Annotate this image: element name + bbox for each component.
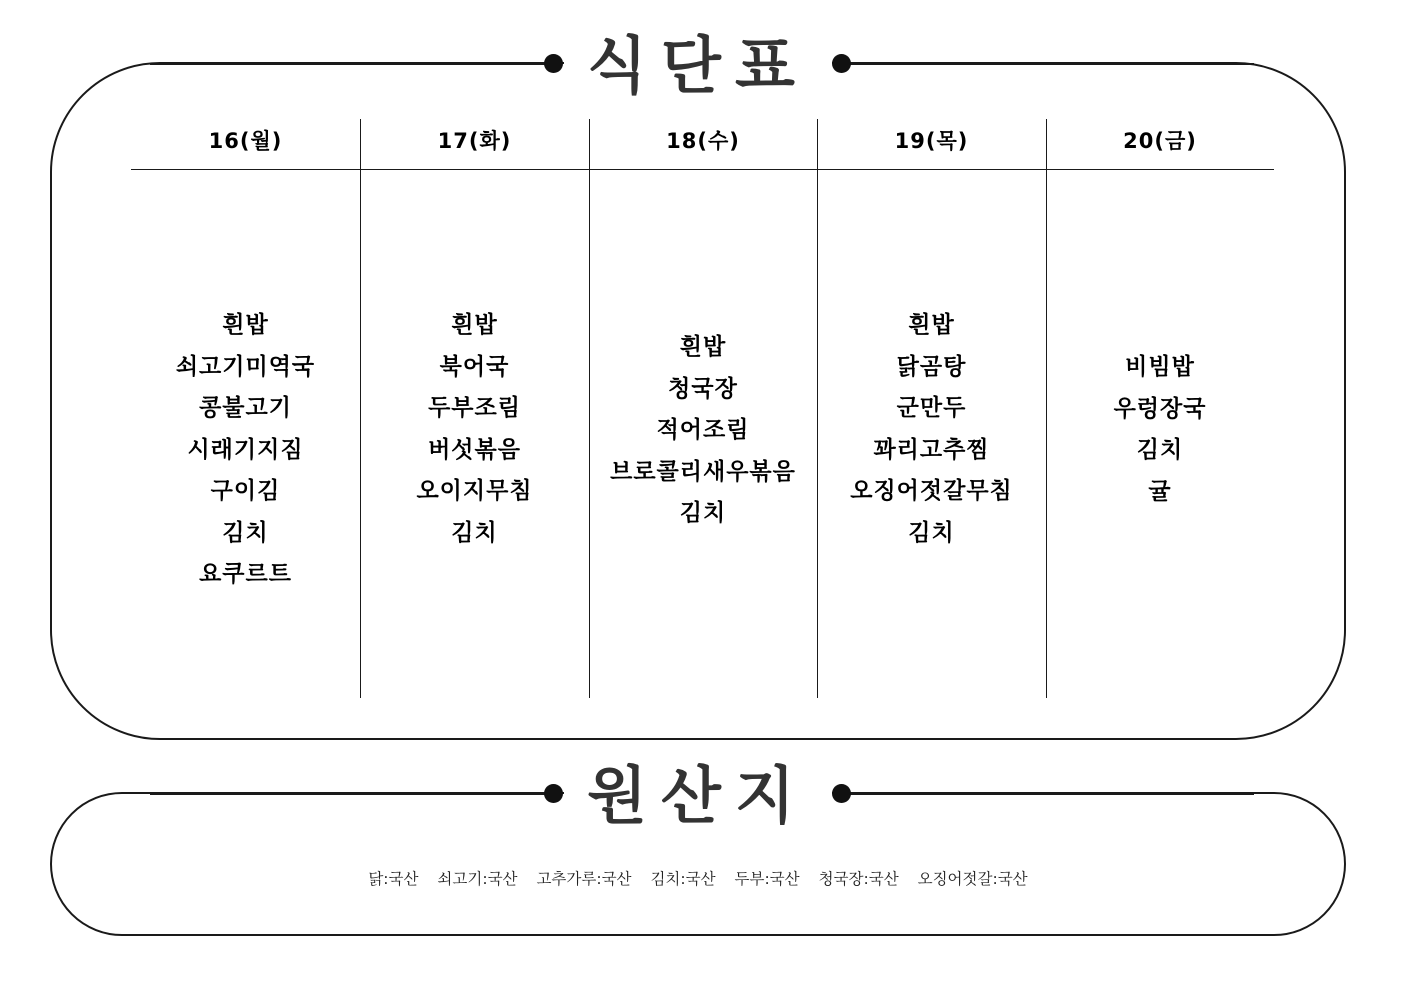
dish-item: 김치 <box>222 519 269 546</box>
day-column-fri <box>1046 119 1274 698</box>
day-header: 19(목) <box>894 129 969 153</box>
dish-item: 귤 <box>1148 478 1172 505</box>
title-dot-right <box>832 54 851 73</box>
dish-item: 흰밥 <box>908 312 955 338</box>
origin-item: 오징어젓갈:국산 <box>917 870 1028 888</box>
dish-item: 쇠고기미역국 <box>175 353 316 380</box>
dish-item: 버섯볶음 <box>428 436 521 463</box>
dish-item: 꽈리고추찜 <box>873 436 990 463</box>
dish-item: 요쿠르트 <box>199 561 292 587</box>
dish-list <box>131 305 360 596</box>
dish-item: 김치 <box>908 519 955 546</box>
day-header: 20(금) <box>1123 129 1197 153</box>
origin-item: 김치:국산 <box>650 870 716 888</box>
dish-item: 오이지무침 <box>416 478 533 504</box>
dish-item: 닭곰탕 <box>896 353 967 380</box>
menu-title: 식단표 <box>564 28 832 104</box>
title-dot-left <box>544 784 563 803</box>
dish-list <box>1046 347 1274 513</box>
title-dot-right <box>832 784 851 803</box>
dish-item: 흰밥 <box>679 334 727 360</box>
title-line-left <box>150 63 554 65</box>
dish-item: 구이김 <box>210 478 281 504</box>
dish-item: 흰밥 <box>222 312 269 338</box>
day-column-tue <box>360 119 589 698</box>
dish-item: 군만두 <box>896 395 967 421</box>
dish-item: 청국장 <box>668 375 738 402</box>
day-column-mon <box>131 119 360 698</box>
dish-item: 김치 <box>451 519 498 546</box>
dish-item: 비빔밥 <box>1125 354 1195 380</box>
origin-title-banner <box>0 754 1403 834</box>
dish-item: 두부조림 <box>428 395 521 421</box>
day-header: 18(수) <box>666 129 740 153</box>
dish-item: 흰밥 <box>451 312 498 338</box>
dish-item: 오징어젓갈무침 <box>850 478 1013 504</box>
dish-item: 우렁장국 <box>1113 395 1207 422</box>
origin-item: 닭:국산 <box>368 870 419 888</box>
title-line-right <box>842 793 1254 795</box>
title-line-left <box>150 793 554 795</box>
origin-item: 두부:국산 <box>734 870 800 888</box>
dish-item: 적어조림 <box>656 417 750 443</box>
dish-item: 브로콜리새우볶음 <box>610 458 796 485</box>
dish-list <box>589 327 817 535</box>
origin-title: 원산지 <box>564 758 832 834</box>
dish-item: 콩불고기 <box>199 395 292 421</box>
menu-title-banner <box>0 24 1403 104</box>
dish-item: 시래기지짐 <box>187 436 304 463</box>
day-column-thu <box>817 119 1046 698</box>
dish-item: 김치 <box>1136 437 1184 463</box>
origin-item: 고추가루:국산 <box>536 870 632 888</box>
dish-list <box>360 305 589 554</box>
day-header: 17(화) <box>437 129 512 153</box>
dish-item: 북어국 <box>439 353 510 380</box>
title-line-right <box>842 63 1254 65</box>
title-dot-left <box>544 54 563 73</box>
day-column-wed <box>589 119 817 698</box>
origin-list <box>50 866 1346 892</box>
day-header: 16(월) <box>208 129 283 153</box>
origin-item: 쇠고기:국산 <box>437 870 518 888</box>
dish-item: 김치 <box>679 500 727 526</box>
dish-list <box>817 305 1046 554</box>
origin-item: 청국장:국산 <box>818 870 899 888</box>
